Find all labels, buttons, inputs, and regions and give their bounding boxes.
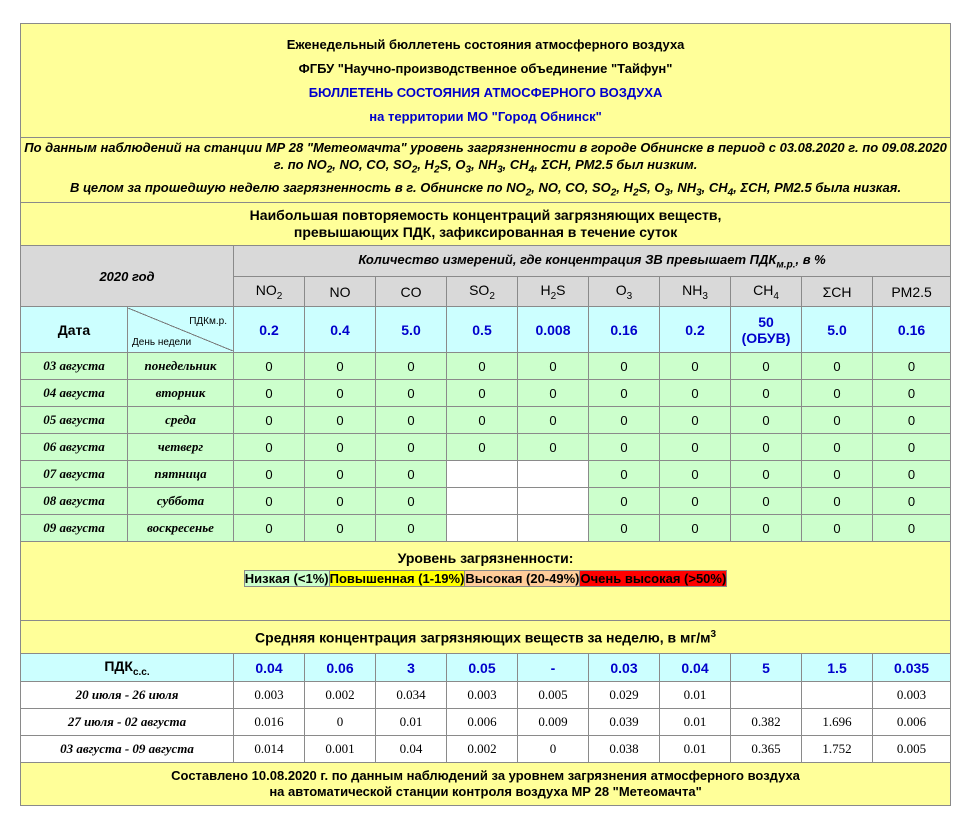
- level-legend: [244, 570, 728, 587]
- freq-title-line-2: превышающих ПДК, зафиксированная в течение суток: [293, 224, 678, 240]
- freq-value: 0: [802, 353, 873, 380]
- pollutant-header: [873, 277, 951, 307]
- avg-pdk-label: $ПДК_{с.с.}$: [21, 654, 234, 682]
- pdk-value: 50: [758, 313, 774, 330]
- freq-value: 0: [589, 434, 660, 461]
- freq-value: 0: [305, 380, 376, 407]
- freq-value: 0: [873, 488, 951, 515]
- period-cell: 27 июля - 02 августа: [21, 709, 234, 736]
- year-cell: 2020 год: [21, 246, 234, 307]
- avg-pdk-value: 0.04: [660, 654, 731, 682]
- pdk-value-cell: [518, 307, 589, 353]
- freq-value: 0: [802, 488, 873, 515]
- freq-value: 0: [660, 461, 731, 488]
- freq-row: [21, 380, 951, 407]
- freq-body: [21, 353, 951, 542]
- avg-value: 0.006: [447, 709, 518, 736]
- avg-value: 0.038: [589, 736, 660, 763]
- bulletin-header: [21, 24, 951, 138]
- avg-value: 0.001: [305, 736, 376, 763]
- pollutant-header: [589, 277, 660, 307]
- pollutant-name: PM2.5: [891, 283, 932, 300]
- pdk-value-cell: [731, 307, 802, 353]
- avg-pdk-value: 3: [376, 654, 447, 682]
- freq-value: 0: [518, 353, 589, 380]
- avg-value: 0: [305, 709, 376, 736]
- avg-pdk-value: 0.05: [447, 654, 518, 682]
- avg-value: 0.01: [660, 709, 731, 736]
- freq-value: 0: [660, 515, 731, 542]
- freq-value: 0: [305, 515, 376, 542]
- freq-value: 0: [305, 461, 376, 488]
- pollutant-name: NO: [255, 281, 277, 298]
- avg-value: 0.002: [447, 736, 518, 763]
- freq-value: 0: [234, 461, 305, 488]
- freq-row: [21, 488, 951, 515]
- day-cell: воскресенье: [128, 515, 234, 542]
- freq-value: 0: [589, 488, 660, 515]
- freq-value: [447, 515, 518, 542]
- freq-value: 0: [518, 380, 589, 407]
- avg-value: 0.365: [731, 736, 802, 763]
- pollutant-header: [731, 277, 802, 307]
- pdk-value: 0.2: [685, 321, 705, 338]
- pollutant-header: [660, 277, 731, 307]
- pdk-value: 0.5: [472, 321, 492, 338]
- avg-value: 0.003: [873, 682, 951, 709]
- footer: [21, 763, 951, 806]
- pollutant-name: SO: [469, 281, 490, 298]
- avg-pdk-value: 5: [731, 654, 802, 682]
- avg-pdk-value: 0.03: [589, 654, 660, 682]
- freq-title-line-1: Наибольшая повторяемость концентраций загрязняющих веществ,: [249, 207, 722, 223]
- level-item: Высокая (20-49%): [465, 571, 580, 586]
- pollutant-name: O: [615, 281, 627, 298]
- freq-value: 0: [873, 461, 951, 488]
- day-cell: понедельник: [128, 353, 234, 380]
- pollutant-subscript: 3: [702, 290, 708, 302]
- pollutant-subscript: 2: [489, 290, 495, 302]
- freq-value: [447, 488, 518, 515]
- avg-row: [21, 709, 951, 736]
- avg-value: 0.382: [731, 709, 802, 736]
- pollutant-subscript: 4: [773, 290, 779, 302]
- avg-value: 0.005: [873, 736, 951, 763]
- avg-row: [21, 736, 951, 763]
- freq-value: 0: [234, 380, 305, 407]
- level-item: Повышенная (1-19%): [329, 571, 465, 586]
- freq-value: 0: [305, 407, 376, 434]
- pdk-value: 0.2: [259, 321, 279, 338]
- freq-value: 0: [305, 488, 376, 515]
- freq-value: 0: [731, 488, 802, 515]
- avg-pdk-value: -: [518, 654, 589, 682]
- freq-value: 0: [376, 461, 447, 488]
- pollutant-header: [447, 277, 518, 307]
- avg-value: 0.003: [447, 682, 518, 709]
- pollutant-suffix: S: [556, 281, 566, 298]
- pdk-mr-label: ПДКм.р.: [189, 316, 227, 327]
- freq-value: 0: [731, 353, 802, 380]
- day-cell: среда: [128, 407, 234, 434]
- pdk-value-cell: [660, 307, 731, 353]
- pdk-value-cell: [873, 307, 951, 353]
- freq-value: 0: [660, 353, 731, 380]
- freq-value: 0: [873, 353, 951, 380]
- pdk-value-cell: [305, 307, 376, 353]
- freq-row: [21, 434, 951, 461]
- day-cell: четверг: [128, 434, 234, 461]
- avg-value: 0.005: [518, 682, 589, 709]
- avg-title: Средняя концентрация загрязняющих веществ за неделю, в $мг/м^3$: [21, 621, 951, 654]
- level-item: Низкая (<1%): [244, 571, 329, 586]
- avg-value: 1.696: [802, 709, 873, 736]
- freq-value: 0: [234, 434, 305, 461]
- pollutant-subscript: 2: [550, 290, 557, 302]
- avg-body: [21, 682, 951, 763]
- freq-value: 0: [234, 515, 305, 542]
- avg-pdk-row: [21, 654, 951, 682]
- freq-value: 0: [447, 353, 518, 380]
- freq-value: 0: [731, 515, 802, 542]
- freq-value: 0: [589, 461, 660, 488]
- date-cell: 05 августа: [21, 407, 128, 434]
- pollutant-header: [802, 277, 873, 307]
- freq-value: 0: [234, 407, 305, 434]
- freq-value: 0: [376, 353, 447, 380]
- freq-value: 0: [589, 407, 660, 434]
- avg-value: 0.01: [660, 682, 731, 709]
- day-of-week-label: День недели: [132, 337, 192, 348]
- freq-row: [21, 353, 951, 380]
- footer-line-2: на автоматической станции контроля воздуха МР 28 "Метеомачта": [269, 784, 702, 799]
- freq-row: [21, 461, 951, 488]
- avg-pdk-value: 1.5: [802, 654, 873, 682]
- freq-value: 0: [660, 488, 731, 515]
- freq-value: 0: [234, 353, 305, 380]
- avg-value: 0: [518, 736, 589, 763]
- date-cell: 06 августа: [21, 434, 128, 461]
- freq-value: 0: [518, 434, 589, 461]
- pdk-value-cell: [234, 307, 305, 353]
- freq-value: 0: [873, 434, 951, 461]
- freq-value: 0: [589, 515, 660, 542]
- freq-value: 0: [660, 434, 731, 461]
- freq-value: 0: [376, 515, 447, 542]
- period-cell: 03 августа - 09 августа: [21, 736, 234, 763]
- freq-value: 0: [802, 407, 873, 434]
- pollutant-name: NH: [682, 281, 703, 298]
- freq-value: 0: [802, 515, 873, 542]
- avg-pdk-value: 0.04: [234, 654, 305, 682]
- freq-value: [518, 515, 589, 542]
- freq-value: 0: [376, 380, 447, 407]
- header-line-1: Еженедельный бюллетень состояния атмосферного воздуха: [286, 36, 685, 52]
- freq-value: 0: [731, 407, 802, 434]
- freq-value: 0: [873, 407, 951, 434]
- freq-value: 0: [731, 434, 802, 461]
- summary-paragraph-1: По данным наблюдений на станции МР 28 "Метеомачта" уровень загрязненности в городе Обнинске в период с 03.08.2020 г. по 09.08.2020 г. по $NO_2$, NO, CO, $SO_2$, $H_2S$, $O_3$, $NH_3$, $CH_4$, ΣCH, PM2.5 был низким.: [24, 139, 947, 176]
- header-line-3: БЮЛЛЕТЕНЬ СОСТОЯНИЯ АТМОСФЕРНОГО ВОЗДУХА: [308, 84, 663, 100]
- avg-value: [731, 682, 802, 709]
- freq-value: 0: [802, 461, 873, 488]
- avg-value: 0.01: [376, 709, 447, 736]
- pdk-value: 0.16: [897, 321, 926, 338]
- pollutant-name: ΣCH: [822, 283, 852, 300]
- freq-value: [447, 461, 518, 488]
- pollutant-name: H: [540, 281, 551, 298]
- freq-value: 0: [305, 434, 376, 461]
- freq-value: 0: [802, 434, 873, 461]
- day-cell: вторник: [128, 380, 234, 407]
- pdk-value: 5.0: [827, 321, 847, 338]
- freq-value: 0: [802, 380, 873, 407]
- level-item: Очень высокая (>50%): [580, 571, 727, 586]
- freq-value: 0: [873, 380, 951, 407]
- freq-value: 0: [731, 380, 802, 407]
- header-line-4: на территории МО "Город Обнинск": [369, 108, 602, 124]
- avg-value: 0.029: [589, 682, 660, 709]
- pollutant-name: CO: [400, 283, 422, 300]
- pdk-value: 0.16: [610, 321, 638, 338]
- freq-value: 0: [376, 488, 447, 515]
- pollutant-header: [376, 277, 447, 307]
- date-cell: 03 августа: [21, 353, 128, 380]
- freq-row: [21, 407, 951, 434]
- pdk-value: 0.4: [330, 321, 350, 338]
- freq-value: 0: [731, 461, 802, 488]
- date-cell: 08 августа: [21, 488, 128, 515]
- freq-value: 0: [589, 380, 660, 407]
- bulletin-table: [20, 23, 951, 806]
- avg-value: 0.034: [376, 682, 447, 709]
- date-cell: 09 августа: [21, 515, 128, 542]
- pdk-value-cell: [589, 307, 660, 353]
- day-cell: суббота: [128, 488, 234, 515]
- freq-value: 0: [589, 353, 660, 380]
- period-cell: 20 июля - 26 июля: [21, 682, 234, 709]
- freq-row: [21, 515, 951, 542]
- freq-value: 0: [376, 407, 447, 434]
- avg-pdk-value: 0.06: [305, 654, 376, 682]
- freq-value: 0: [376, 434, 447, 461]
- level-title: Уровень загрязненности:: [397, 550, 574, 566]
- pdk-value-cell: [376, 307, 447, 353]
- freq-value: 0: [873, 515, 951, 542]
- pollutant-name: CH: [753, 281, 774, 298]
- avg-value: [802, 682, 873, 709]
- avg-value: 1.752: [802, 736, 873, 763]
- pdk-note: (ОБУВ): [741, 329, 791, 346]
- pollutant-subscript: 3: [626, 290, 633, 302]
- pollutant-subscript: 2: [276, 290, 283, 302]
- avg-value: 0.009: [518, 709, 589, 736]
- pollutant-name: NO: [329, 283, 351, 300]
- pollutant-header: [234, 277, 305, 307]
- freq-value: 0: [660, 380, 731, 407]
- freq-title: [21, 203, 951, 246]
- pdk-value: 0.008: [535, 321, 571, 338]
- avg-row: [21, 682, 951, 709]
- level-legend-cell: [21, 542, 951, 621]
- freq-value: 0: [305, 353, 376, 380]
- avg-value: 0.04: [376, 736, 447, 763]
- freq-value: [518, 488, 589, 515]
- pdk-value-cell: [447, 307, 518, 353]
- summary-block: [21, 138, 951, 203]
- measure-header: Количество измерений, где концентрация ЗВ превышает $ПДК_{м.р.}$, в %: [234, 246, 951, 277]
- pdk-value-cell: [802, 307, 873, 353]
- avg-value: 0.002: [305, 682, 376, 709]
- freq-value: 0: [234, 488, 305, 515]
- avg-pdk-value: 0.035: [873, 654, 951, 682]
- avg-value: 0.01: [660, 736, 731, 763]
- freq-value: 0: [518, 407, 589, 434]
- avg-value: 0.014: [234, 736, 305, 763]
- avg-value: 0.016: [234, 709, 305, 736]
- pollutant-header: [518, 277, 589, 307]
- diagonal-header: [128, 307, 234, 353]
- freq-value: [518, 461, 589, 488]
- avg-value: 0.003: [234, 682, 305, 709]
- header-line-2: ФГБУ "Научно-производственное объединение "Тайфун": [298, 60, 673, 76]
- date-cell: 04 августа: [21, 380, 128, 407]
- freq-value: 0: [447, 434, 518, 461]
- pollutant-header: [305, 277, 376, 307]
- avg-value: 0.039: [589, 709, 660, 736]
- freq-value: 0: [447, 380, 518, 407]
- avg-value: 0.006: [873, 709, 951, 736]
- freq-value: 0: [660, 407, 731, 434]
- pdk-row: [21, 307, 951, 353]
- summary-paragraph-2: В целом за прошедшую неделю загрязненность в г. Обнинске по $NO_2$, NO, CO, $SO_2$, $H_2S$, $O_3$, $NH_3$, $CH_4$, ΣCH, PM2.5 была низкая.: [70, 179, 902, 199]
- freq-value: 0: [447, 407, 518, 434]
- footer-line-1: Составлено 10.08.2020 г. по данным наблюдений за уровнем загрязнения атмосферного воздуха: [171, 768, 800, 783]
- date-cell: 07 августа: [21, 461, 128, 488]
- day-cell: пятница: [128, 461, 234, 488]
- pdk-value: 5.0: [401, 321, 421, 338]
- date-header: Дата: [21, 307, 128, 353]
